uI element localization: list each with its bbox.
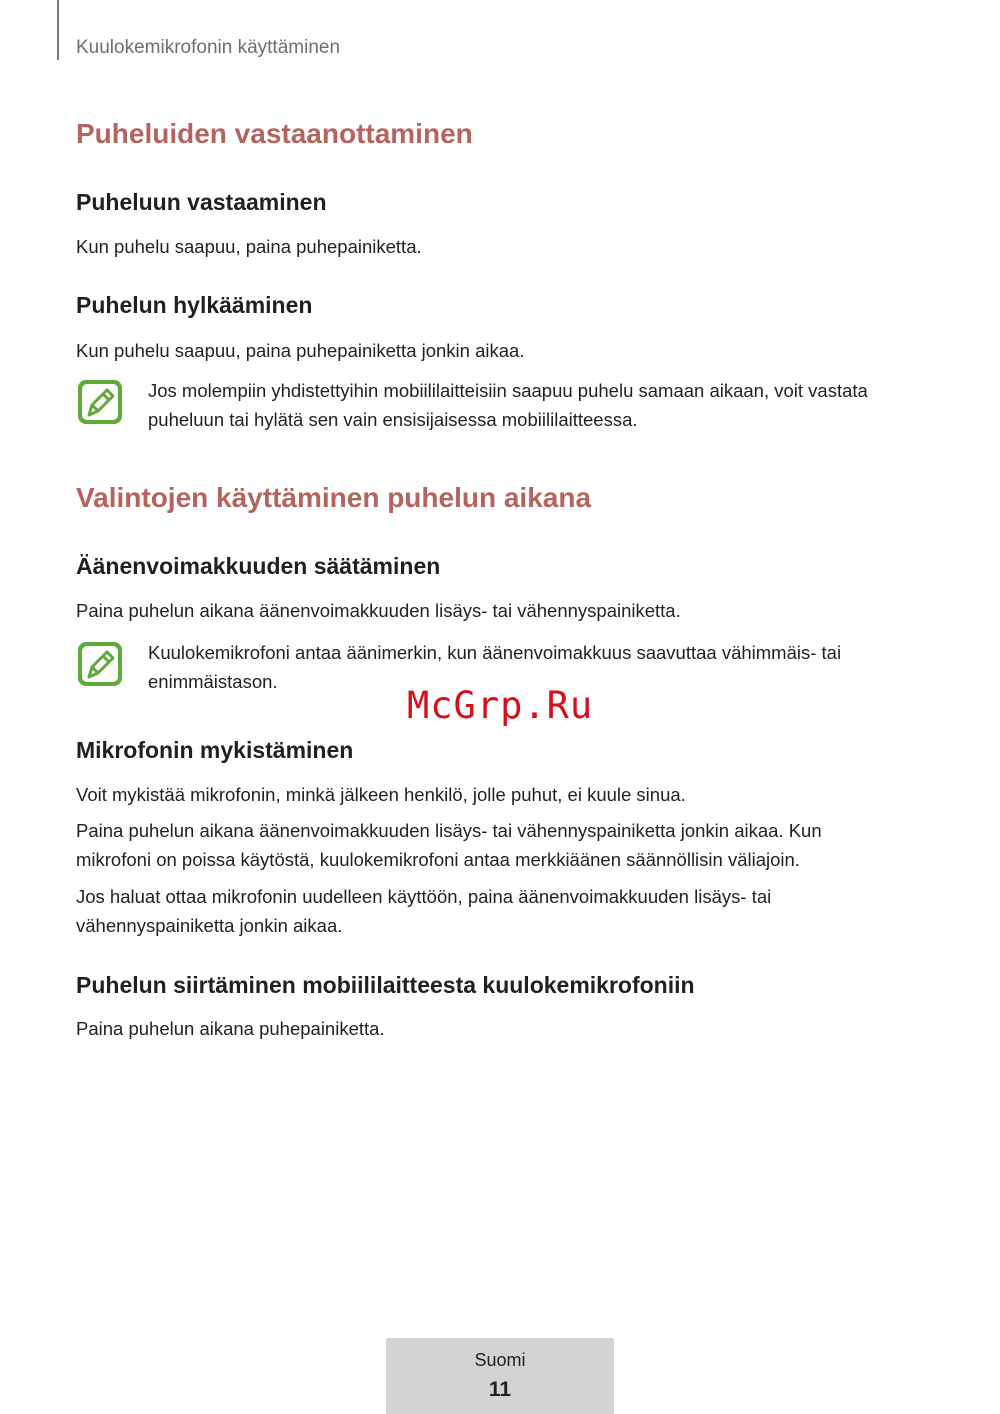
page-footer [386, 1338, 614, 1414]
paragraph-transfer: Paina puhelun aikana puhepainiketta. [76, 1018, 385, 1039]
note-line: enimmäistason. [148, 671, 278, 692]
paragraph-line: Jos haluat ottaa mikrofonin uudelleen käyttöön, paina äänenvoimakkuuden lisäys- tai [76, 886, 772, 907]
heading-answer-call: Puheluun vastaaminen [76, 189, 327, 215]
heading-reject-call: Puhelun hylkääminen [76, 292, 313, 318]
paragraph-volume: Paina puhelun aikana äänenvoimakkuuden lisäys- tai vähennyspainiketta. [76, 600, 681, 621]
section-title-answering: Puheluiden vastaanottaminen [76, 118, 473, 149]
heading-volume: Äänenvoimakkuuden säätäminen [76, 553, 441, 579]
paragraph-line: mikrofoni on poissa käytöstä, kuulokemikrofoni antaa merkkiäänen säännöllisin väliajoin. [76, 849, 800, 870]
section-title-in-call-options: Valintojen käyttäminen puhelun aikana [76, 482, 592, 513]
paragraph-answer-call: Kun puhelu saapuu, paina puhepainiketta. [76, 236, 422, 257]
paragraph-line: Paina puhelun aikana äänenvoimakkuuden lisäys- tai vähennyspainiketta jonkin aikaa. Kun [76, 820, 822, 841]
note-line: Jos molempiin yhdistettyihin mobiililaitteisiin saapuu puhelu samaan aikaan, voit vastata [148, 380, 868, 401]
paragraph-reject-call: Kun puhelu saapuu, paina puhepainiketta jonkin aikaa. [76, 340, 525, 361]
header-rule [57, 0, 59, 60]
paragraph-mute-2 [76, 816, 936, 874]
running-head: Kuulokemikrofonin käyttäminen [76, 37, 341, 58]
note-line: Kuulokemikrofoni antaa äänimerkin, kun äänenvoimakkuus saavuttaa vähimmäis- tai [148, 642, 842, 663]
note-pencil-icon [76, 640, 124, 688]
paragraph-line: vähennyspainiketta jonkin aikaa. [76, 915, 343, 936]
note-text-reject [148, 376, 933, 434]
heading-mute: Mikrofonin mykistäminen [76, 737, 354, 763]
footer-language: Suomi [474, 1350, 526, 1370]
note-line: puheluun tai hylätä sen vain ensisijaisessa mobiililaitteessa. [148, 409, 638, 430]
heading-transfer: Puhelun siirtäminen mobiililaitteesta kuulokemikrofoniin [76, 972, 695, 998]
page-number: 11 [488, 1378, 512, 1401]
paragraph-mute-1: Voit mykistää mikrofonin, minkä jälkeen henkilö, jolle puhut, ei kuule sinua. [76, 784, 686, 805]
paragraph-mute-3 [76, 882, 936, 940]
note-pencil-icon [76, 378, 124, 426]
watermark: McGrp.Ru [407, 684, 594, 727]
